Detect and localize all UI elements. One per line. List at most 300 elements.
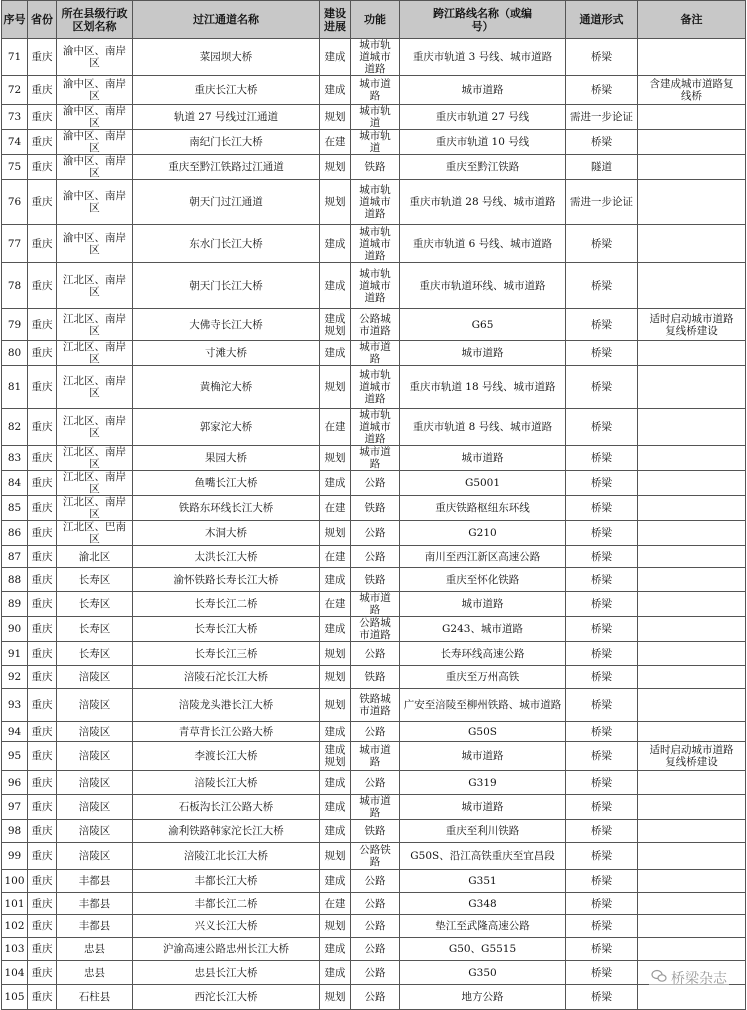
table-row [2,546,746,568]
cell-function: 铁路 [351,496,400,521]
cell-function: 铁路 [351,666,400,689]
cell-seq: 82 [2,409,28,446]
cell-remark [638,263,746,309]
cell-district: 江北区、南岸区 [57,263,133,309]
cell-remark [638,39,746,76]
cell-function: 城市轨道城市道路 [351,39,400,76]
cell-district: 长寿区 [57,568,133,592]
cell-district: 渝中区、南岸区 [57,130,133,155]
table-row [2,39,746,76]
cell-remark [638,130,746,155]
cell-district: 忠县 [57,938,133,961]
cell-name: 李渡长江大桥 [133,742,320,771]
cell-seq: 85 [2,496,28,521]
cell-seq: 100 [2,870,28,893]
cell-district: 江北区、南岸区 [57,341,133,366]
cell-function: 城市道路 [351,742,400,771]
cell-remark [638,938,746,961]
cell-name: 东水门长江大桥 [133,225,320,263]
cell-province: 重庆 [28,893,57,915]
cell-province: 重庆 [28,961,57,985]
cell-form: 桥梁 [566,496,638,521]
table-row [2,155,746,180]
cell-province: 重庆 [28,568,57,592]
cell-province: 重庆 [28,341,57,366]
cell-name: 兴义长江大桥 [133,915,320,938]
cell-function: 公路 [351,771,400,795]
cell-form: 桥梁 [566,521,638,546]
table-row [2,771,746,795]
cell-seq: 75 [2,155,28,180]
table-row [2,915,746,938]
cell-district: 丰都县 [57,915,133,938]
cell-seq: 104 [2,961,28,985]
cell-route: 城市道路 [400,76,566,105]
cell-form: 桥梁 [566,795,638,820]
cell-name: 涪陵石沱长江大桥 [133,666,320,689]
cell-route: 重庆市轨道 8 号线、城市道路 [400,409,566,446]
cell-remark [638,225,746,263]
cell-seq: 91 [2,642,28,666]
table-row [2,568,746,592]
cell-seq: 87 [2,546,28,568]
cell-name: 丰都长江二桥 [133,893,320,915]
cell-district: 江北区、南岸区 [57,309,133,341]
cell-form: 桥梁 [566,689,638,722]
cell-remark: 适时启动城市道路复线桥建设 [638,742,746,771]
cell-form: 桥梁 [566,366,638,409]
cell-name: 菜园坝大桥 [133,39,320,76]
cell-function: 城市道路 [351,341,400,366]
watermark-text: 桥梁杂志 [671,971,727,987]
cell-seq: 84 [2,471,28,496]
cell-progress: 在建 [320,409,351,446]
cell-route: 重庆铁路枢纽东环线 [400,496,566,521]
cell-form: 桥梁 [566,893,638,915]
table-row [2,76,746,105]
cell-route: 城市道路 [400,795,566,820]
cell-progress: 规划 [320,366,351,409]
cell-progress: 建成 [320,820,351,843]
cell-province: 重庆 [28,446,57,471]
cell-seq: 76 [2,180,28,225]
cell-function: 公路 [351,938,400,961]
cell-form: 桥梁 [566,130,638,155]
cell-name: 渝利铁路韩家沱长江大桥 [133,820,320,843]
cell-remark [638,820,746,843]
cell-progress: 建成 [320,795,351,820]
cell-function: 铁路 [351,155,400,180]
cell-route: 重庆至怀化铁路 [400,568,566,592]
header-progress: 建设进展 [320,1,351,39]
watermark [649,968,729,988]
cell-function: 城市轨道城市道路 [351,409,400,446]
cell-form: 桥梁 [566,642,638,666]
cell-remark [638,771,746,795]
cell-form: 桥梁 [566,39,638,76]
cell-route: 重庆市轨道 3 号线、城市道路 [400,39,566,76]
cell-route: G50S [400,722,566,742]
cell-form: 桥梁 [566,961,638,985]
cell-route: 长寿环线高速公路 [400,642,566,666]
cell-district: 长寿区 [57,617,133,642]
cell-province: 重庆 [28,225,57,263]
cell-form: 桥梁 [566,471,638,496]
table-row [2,666,746,689]
cell-progress: 建成 [320,263,351,309]
table-row [2,642,746,666]
cell-province: 重庆 [28,795,57,820]
cell-route: 城市道路 [400,446,566,471]
cell-progress: 规划 [320,180,351,225]
cell-function: 城市轨道 [351,130,400,155]
cell-function: 城市轨道城市道路 [351,180,400,225]
cell-seq: 99 [2,843,28,870]
cell-remark [638,446,746,471]
cell-name: 长寿长江大桥 [133,617,320,642]
cell-form: 桥梁 [566,617,638,642]
table-row [2,722,746,742]
header-route: 跨江路线名称（或编号） [400,1,566,39]
cell-province: 重庆 [28,409,57,446]
cell-remark [638,666,746,689]
cell-seq: 88 [2,568,28,592]
cell-form: 桥梁 [566,742,638,771]
cell-seq: 86 [2,521,28,546]
table-row [2,409,746,446]
cell-route: G348 [400,893,566,915]
cell-name: 南纪门长江大桥 [133,130,320,155]
table-row [2,893,746,915]
cell-function: 公路 [351,471,400,496]
cell-name: 轨道 27 号线过江通道 [133,105,320,130]
table-row [2,742,746,771]
cell-district: 渝中区、南岸区 [57,225,133,263]
cell-function: 公路 [351,893,400,915]
cell-remark [638,180,746,225]
cell-form: 桥梁 [566,546,638,568]
cell-form: 桥梁 [566,341,638,366]
cell-remark [638,843,746,870]
cell-form: 桥梁 [566,309,638,341]
table-row [2,521,746,546]
cell-form: 桥梁 [566,985,638,1010]
cell-district: 涪陵区 [57,689,133,722]
cell-district: 长寿区 [57,592,133,617]
cell-province: 重庆 [28,843,57,870]
cell-seq: 71 [2,39,28,76]
cell-province: 重庆 [28,689,57,722]
cell-function: 公路铁路 [351,843,400,870]
table-row [2,689,746,722]
header-name: 过江通道名称 [133,1,320,39]
cell-seq: 102 [2,915,28,938]
cell-form: 桥梁 [566,938,638,961]
cell-name: 鱼嘴长江大桥 [133,471,320,496]
cell-province: 重庆 [28,521,57,546]
cell-province: 重庆 [28,76,57,105]
cell-route: G350 [400,961,566,985]
cell-progress: 建成 [320,722,351,742]
table-row [2,263,746,309]
cell-province: 重庆 [28,742,57,771]
cell-progress: 在建 [320,130,351,155]
cell-progress: 规划 [320,521,351,546]
table-row [2,225,746,263]
cell-seq: 90 [2,617,28,642]
cell-progress: 规划 [320,843,351,870]
cell-progress: 建成 [320,568,351,592]
cell-name: 重庆至黔江铁路过江通道 [133,155,320,180]
cell-route: 重庆至利川铁路 [400,820,566,843]
cell-province: 重庆 [28,722,57,742]
cell-remark [638,155,746,180]
table-row [2,870,746,893]
cell-name: 长寿长江三桥 [133,642,320,666]
cell-form: 桥梁 [566,592,638,617]
table-row [2,795,746,820]
cell-district: 江北区、南岸区 [57,496,133,521]
cell-remark [638,689,746,722]
cell-district: 江北区、巴南区 [57,521,133,546]
cell-district: 涪陵区 [57,771,133,795]
cell-district: 渝中区、南岸区 [57,105,133,130]
cell-seq: 77 [2,225,28,263]
cell-function: 公路城市道路 [351,309,400,341]
header-row [2,1,746,39]
cell-province: 重庆 [28,366,57,409]
cell-remark [638,592,746,617]
cell-seq: 73 [2,105,28,130]
cell-province: 重庆 [28,642,57,666]
cell-name: 太洪长江大桥 [133,546,320,568]
cell-name: 朝天门长江大桥 [133,263,320,309]
cell-progress: 建成 [320,870,351,893]
cell-name: 寸滩大桥 [133,341,320,366]
cell-name: 大佛寺长江大桥 [133,309,320,341]
cell-district: 涪陵区 [57,820,133,843]
cell-progress: 建成 [320,961,351,985]
cell-seq: 98 [2,820,28,843]
cell-district: 涪陵区 [57,795,133,820]
cell-remark [638,366,746,409]
cell-remark [638,496,746,521]
cell-function: 城市轨道城市道路 [351,225,400,263]
cell-name: 涪陵江北长江大桥 [133,843,320,870]
cell-district: 涪陵区 [57,666,133,689]
cell-name: 重庆长江大桥 [133,76,320,105]
cell-seq: 81 [2,366,28,409]
header-district: 所在县级行政区划名称 [57,1,133,39]
table-row [2,309,746,341]
table-row [2,820,746,843]
cell-seq: 74 [2,130,28,155]
cell-route: 重庆市轨道环线、城市道路 [400,263,566,309]
cell-function: 公路 [351,985,400,1010]
cell-progress: 规划 [320,446,351,471]
cell-route: 重庆市轨道 10 号线 [400,130,566,155]
cell-name: 木洞大桥 [133,521,320,546]
cell-province: 重庆 [28,820,57,843]
table-row [2,961,746,985]
cell-district: 石柱县 [57,985,133,1010]
cell-seq: 80 [2,341,28,366]
cell-name: 朝天门过江通道 [133,180,320,225]
cell-route: 重庆至万州高铁 [400,666,566,689]
cell-remark [638,985,746,1010]
table-row [2,843,746,870]
cell-route: G319 [400,771,566,795]
cell-remark [638,471,746,496]
cell-district: 涪陵区 [57,843,133,870]
cell-name: 渝怀铁路长寿长江大桥 [133,568,320,592]
cell-progress: 建成 [320,76,351,105]
cell-name: 郭家沱大桥 [133,409,320,446]
cell-remark [638,341,746,366]
cell-function: 城市道路 [351,795,400,820]
table-row [2,592,746,617]
cell-route: 重庆市轨道 27 号线 [400,105,566,130]
cell-progress: 规划 [320,689,351,722]
cell-district: 渝中区、南岸区 [57,180,133,225]
cell-function: 城市轨道城市道路 [351,366,400,409]
cell-district: 渝中区、南岸区 [57,76,133,105]
cell-route: G243、城市道路 [400,617,566,642]
cell-progress: 建成 [320,771,351,795]
cell-progress: 建成 [320,225,351,263]
cell-name: 丰都长江大桥 [133,870,320,893]
cell-remark [638,915,746,938]
table-row [2,341,746,366]
cell-route: 南川至西江新区高速公路 [400,546,566,568]
bridge-table [1,0,746,1010]
cell-function: 城市道路 [351,446,400,471]
cell-route: 城市道路 [400,592,566,617]
cell-route: G50S、沿江高铁重庆至宜昌段 [400,843,566,870]
cell-name: 长寿长江二桥 [133,592,320,617]
cell-form: 桥梁 [566,76,638,105]
cell-form: 需进一步论证 [566,105,638,130]
table-row [2,130,746,155]
cell-progress: 规划 [320,666,351,689]
cell-province: 重庆 [28,666,57,689]
table-row [2,366,746,409]
cell-progress: 建成 [320,341,351,366]
cell-form: 需进一步论证 [566,180,638,225]
cell-function: 公路 [351,722,400,742]
cell-province: 重庆 [28,546,57,568]
cell-province: 重庆 [28,155,57,180]
cell-district: 丰都县 [57,893,133,915]
cell-name: 涪陵龙头港长江大桥 [133,689,320,722]
cell-form: 桥梁 [566,666,638,689]
cell-province: 重庆 [28,915,57,938]
cell-seq: 93 [2,689,28,722]
cell-remark [638,568,746,592]
cell-seq: 103 [2,938,28,961]
header-function: 功能 [351,1,400,39]
cell-district: 渝中区、南岸区 [57,155,133,180]
cell-remark: 含建成城市道路复线桥 [638,76,746,105]
cell-route: G351 [400,870,566,893]
cell-district: 忠县 [57,961,133,985]
cell-province: 重庆 [28,130,57,155]
cell-province: 重庆 [28,771,57,795]
cell-seq: 97 [2,795,28,820]
cell-form: 桥梁 [566,568,638,592]
cell-district: 长寿区 [57,642,133,666]
cell-progress: 规划 [320,985,351,1010]
cell-remark [638,521,746,546]
cell-form: 桥梁 [566,446,638,471]
cell-remark [638,893,746,915]
cell-route: 重庆市轨道 28 号线、城市道路 [400,180,566,225]
cell-remark: 适时启动城市道路复线桥建设 [638,309,746,341]
table-row [2,985,746,1010]
cell-progress: 规划 [320,155,351,180]
table-row [2,471,746,496]
cell-progress: 在建 [320,496,351,521]
cell-route: 垫江至武隆高速公路 [400,915,566,938]
cell-remark [638,795,746,820]
cell-district: 渝北区 [57,546,133,568]
cell-progress: 规划 [320,642,351,666]
cell-form: 桥梁 [566,820,638,843]
cell-function: 公路 [351,870,400,893]
cell-district: 江北区、南岸区 [57,446,133,471]
cell-route: 广安至涪陵至柳州铁路、城市道路 [400,689,566,722]
table-row [2,105,746,130]
cell-name: 青草背长江公路大桥 [133,722,320,742]
cell-remark [638,409,746,446]
cell-form: 桥梁 [566,843,638,870]
cell-progress: 建成 [320,938,351,961]
cell-province: 重庆 [28,39,57,76]
cell-progress: 在建 [320,546,351,568]
cell-district: 江北区、南岸区 [57,409,133,446]
cell-province: 重庆 [28,496,57,521]
cell-province: 重庆 [28,617,57,642]
cell-name: 石板沟长江公路大桥 [133,795,320,820]
header-seq: 序号 [2,1,28,39]
cell-form: 桥梁 [566,915,638,938]
cell-district: 江北区、南岸区 [57,471,133,496]
cell-province: 重庆 [28,938,57,961]
cell-route: 重庆至黔江铁路 [400,155,566,180]
cell-function: 城市道路 [351,76,400,105]
cell-form: 桥梁 [566,263,638,309]
cell-seq: 79 [2,309,28,341]
header-province: 省份 [28,1,57,39]
cell-route: G210 [400,521,566,546]
cell-route: G5001 [400,471,566,496]
cell-name: 涪陵长江大桥 [133,771,320,795]
cell-progress: 建成 [320,471,351,496]
cell-province: 重庆 [28,870,57,893]
cell-district: 涪陵区 [57,742,133,771]
cell-province: 重庆 [28,105,57,130]
cell-function: 铁路 [351,568,400,592]
cell-progress: 规划 [320,915,351,938]
cell-district: 丰都县 [57,870,133,893]
table-row [2,617,746,642]
cell-province: 重庆 [28,471,57,496]
cell-form: 桥梁 [566,771,638,795]
cell-district: 江北区、南岸区 [57,366,133,409]
cell-seq: 89 [2,592,28,617]
table-row [2,938,746,961]
cell-province: 重庆 [28,309,57,341]
